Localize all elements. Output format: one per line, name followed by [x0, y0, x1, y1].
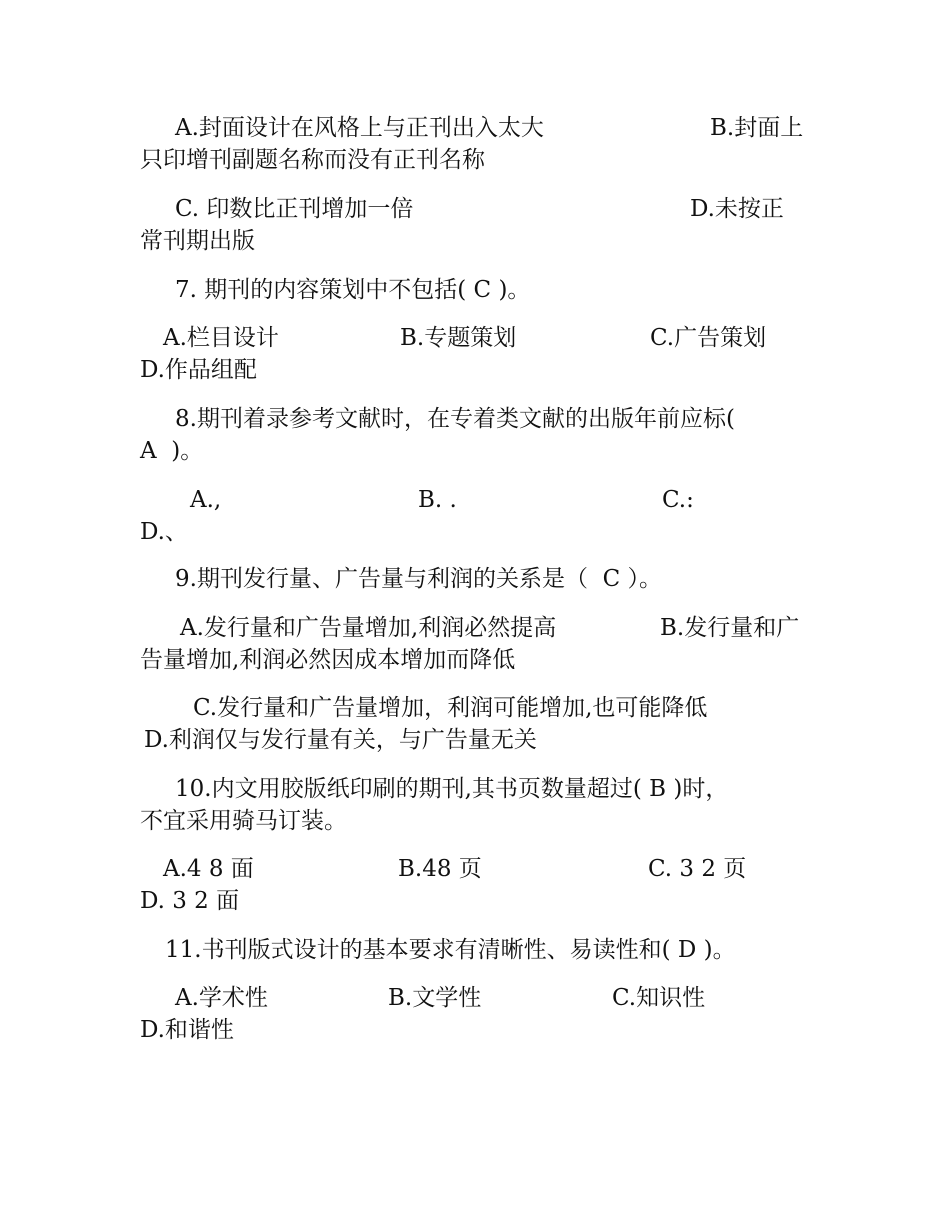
- q10-question-continued: 不宜采用骑马订装。: [140, 808, 347, 834]
- q9-question: 9.期刊发行量、广告量与利润的关系是（ C ）。: [175, 566, 662, 592]
- q7-option-b: B.专题策划: [400, 325, 517, 351]
- q11-option-a: A.学术性: [175, 985, 268, 1011]
- q9-option-d: D.利润仅与发行量有关，与广告量无关: [144, 727, 537, 753]
- q6-option-b: B.封面上: [710, 115, 804, 141]
- q10-option-a: A.4 8 面: [163, 856, 254, 882]
- q11-question: 11.书刊版式设计的基本要求有清晰性、易读性和( D )。: [165, 937, 736, 963]
- q9-option-c: C.发行量和广告量增加，利润可能增加,也可能降低: [193, 695, 708, 721]
- q9-option-b-continued: 告量增加,利润必然因成本增加而降低: [140, 647, 516, 673]
- q9-option-a: A.发行量和广告量增加,利润必然提高: [180, 615, 557, 641]
- q9-option-b: B.发行量和广: [660, 615, 800, 641]
- q8-option-d: D.、: [140, 519, 188, 545]
- q6-option-b-continued: 只印增刊副题名称而没有正刊名称: [140, 147, 485, 173]
- q10-option-b: B.48 页: [398, 856, 482, 882]
- q8-option-a: A.,: [190, 487, 222, 513]
- q7-option-c: C.广告策划: [650, 325, 767, 351]
- q10-option-d: D. 3 2 面: [140, 888, 240, 914]
- q6-option-d-continued: 常刊期出版: [140, 228, 255, 254]
- q7-question: 7. 期刊的内容策划中不包括( C )。: [175, 277, 531, 303]
- q11-option-d: D.和谐性: [140, 1017, 234, 1043]
- q8-question: 8.期刊着录参考文献时，在专着类文献的出版年前应标(: [175, 406, 735, 432]
- q6-option-d: D.未按正: [690, 196, 784, 222]
- q7-option-a: A.栏目设计: [163, 325, 279, 351]
- q8-option-c: C.:: [662, 487, 694, 513]
- q6-option-c: C. 印数比正刊增加一倍: [175, 196, 414, 222]
- q11-option-c: C.知识性: [612, 985, 706, 1011]
- q10-option-c: C. 3 2 页: [648, 856, 747, 882]
- q8-option-b: B. .: [418, 487, 457, 513]
- q11-option-b: B.文学性: [388, 985, 482, 1011]
- q10-question: 10.内文用胶版纸印刷的期刊,其书页数量超过( B )时，: [175, 776, 729, 802]
- q6-option-a: A.封面设计在风格上与正刊出入太大: [175, 115, 544, 141]
- q8-question-continued: A )。: [140, 438, 204, 464]
- q7-option-d: D.作品组配: [140, 357, 257, 383]
